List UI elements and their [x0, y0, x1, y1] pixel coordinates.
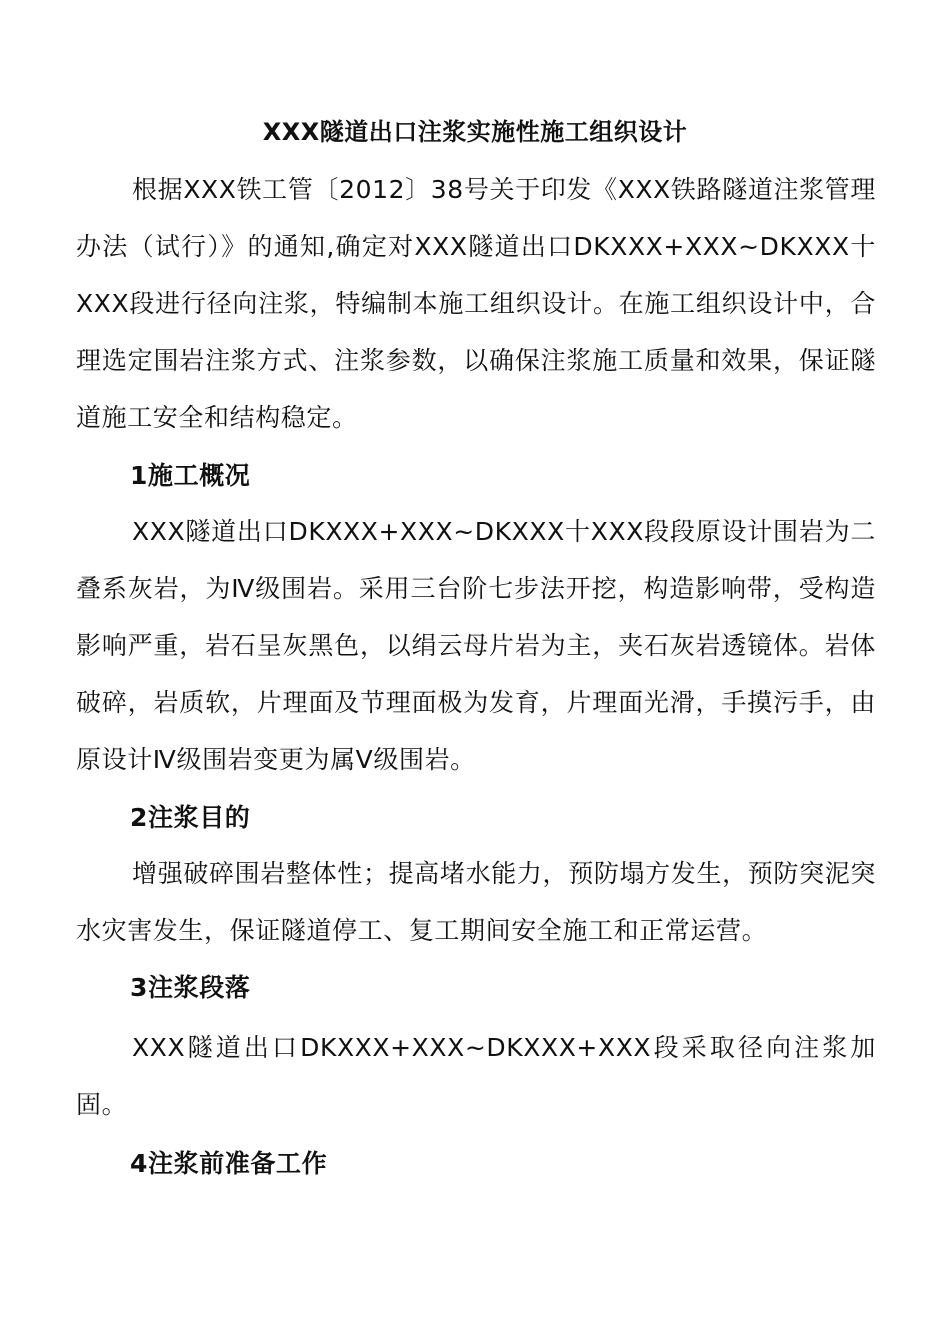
- section-heading-1: 1施工概况: [130, 461, 251, 490]
- section-heading-2: 2注浆目的: [130, 803, 251, 832]
- section-heading-3: 3注浆段落: [130, 973, 251, 1002]
- section-body-3: [76, 1019, 876, 1133]
- section-heading-4: 4注浆前准备工作: [130, 1149, 328, 1178]
- intro-paragraph: [76, 161, 876, 446]
- section-body-2-text: 增强破碎围岩整体性；提高堵水能力，预防塌方发生，预防突泥突水灾害发生，保证隧道停工、复工期间安全施工和正常运营。: [76, 859, 876, 945]
- document-title: XXX隧道出口注浆实施性施工组织设计: [262, 118, 688, 146]
- section-body-1: [76, 503, 876, 788]
- intro-text: 根据XXX铁工管〔2012〕38号关于印发《XXX铁路隧道注浆管理办法（试行）》的通知,确定对XXX隧道出口DKXXX+XXX~DKXXX十XXX段进行径向注浆，特编制本施工组织设计。在施工组织设计中，合理选定围岩注浆方式、注浆参数，以确保注浆施工质量和效果，保证隧道施工安全和结构稳定。: [76, 175, 876, 432]
- section-body-3-text: XXX隧道出口DKXXX+XXX~DKXXX+XXX段采取径向注浆加固。: [76, 1033, 876, 1119]
- section-body-2: [76, 845, 876, 959]
- section-body-1-text: XXX隧道出口DKXXX+XXX~DKXXX十XXX段段原设计围岩为二叠系灰岩，为Ⅳ级围岩。采用三台阶七步法开挖，构造影响带，受构造影响严重，岩石呈灰黑色，以绢云母片岩为主，夹石灰岩透镜体。岩体破碎，岩质软，片理面及节理面极为发育，片理面光滑，手摸污手，由原设计Ⅳ级围岩变更为属Ⅴ级围岩。: [76, 517, 876, 774]
